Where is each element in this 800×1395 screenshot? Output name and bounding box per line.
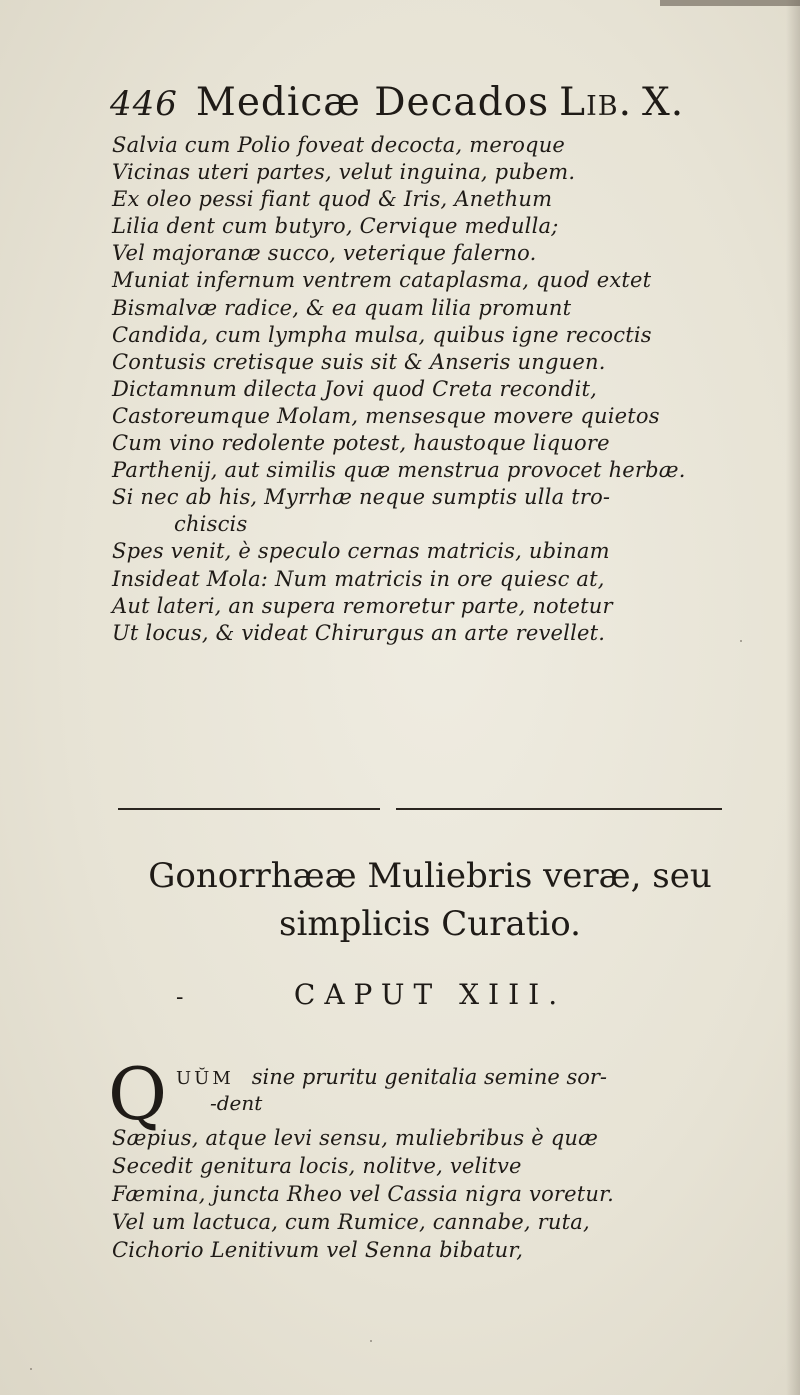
verse-line: Spes venit, è speculo cernas matricis, ubinam — [112, 539, 610, 564]
verse-line: Parthenij, aut similis quæ menstrua provocet herbæ. — [112, 458, 686, 483]
verse-line: Dictamnum dilecta Jovi quod Creta recondit, — [112, 376, 598, 401]
running-header — [110, 80, 685, 130]
verse-line: Vicinas uteri partes, velut inguina, pubem. — [112, 160, 576, 185]
body-line: Sæpius, atque levi sensu, muliebribus è quæ — [112, 1126, 599, 1150]
verse-line: Contusis cretisque suis sit & Anseris unguen. — [112, 349, 606, 374]
first-body-line — [176, 1062, 607, 1092]
body-line: Vel um lactuca, cum Rumice, cannabe, ruta, — [112, 1210, 590, 1234]
verse-line: Aut lateri, an supera remoretur parte, notetur — [112, 593, 613, 618]
verse-line: Castoreumque Molam, mensesque movere quietos — [112, 403, 660, 428]
verse-line: Ex oleo pessi fiant quod & Iris, Anethum — [112, 187, 553, 212]
chapter-title-line-1: Gonorrhææ Muliebris veræ, seu — [148, 856, 712, 896]
verse-line-continuation: chiscis — [174, 512, 248, 537]
first-line-text: sine pruritu genitalia semine sor- — [251, 1065, 608, 1089]
verse-line: Lilia dent cum butyro, Cervique medulla; — [112, 214, 559, 239]
paper-speck — [740, 640, 742, 642]
verse-line: Salvia cum Polio foveat decocta, meroque — [112, 133, 566, 157]
body-verse-block — [112, 1124, 762, 1264]
header-title: Medicæ Decados — [195, 80, 550, 125]
section-rule-left — [118, 808, 380, 810]
caput-dash: - — [176, 985, 184, 1010]
section-rule-right — [396, 808, 722, 810]
page-top-edge — [660, 0, 800, 6]
verse-line: Ut locus, & videat Chirurgus an arte revellet. — [112, 620, 606, 645]
body-line: Secedit genitura locis, nolitve, velitve — [112, 1154, 522, 1178]
drop-cap: Q — [108, 1052, 168, 1136]
caput-heading: CAPUT XIII. — [293, 978, 567, 1011]
header-book: X. — [641, 80, 685, 125]
first-word-smallcaps: UŬM — [176, 1068, 234, 1089]
paper-speck — [30, 1368, 32, 1370]
verse-line: Bismalvæ radice, & ea quam lilia promunt — [112, 295, 572, 320]
page-spine-shadow — [786, 0, 800, 1395]
page-number: 446 — [110, 84, 178, 124]
verse-line: Candida, cum lympha mulsa, quibus igne recoctis — [112, 322, 652, 347]
verse-line: Muniat infernum ventrem cataplasma, quod extet — [112, 268, 652, 293]
chapter-title-line-2: simplicis Curatio. — [279, 904, 581, 944]
chapter-title — [100, 852, 760, 948]
verse-line: Cum vino redolente potest, haustoque liquore — [112, 431, 610, 456]
verse-line: Si nec ab his, Myrrhæ neque sumptis ulla tro- — [112, 485, 611, 510]
verse-line: Insideat Mola: Num matricis in ore quiesc at, — [112, 566, 605, 591]
verse-block — [112, 132, 762, 647]
body-line: Fæmina, juncta Rheo vel Cassia nigra voretur. — [112, 1182, 614, 1206]
verse-line: Vel majoranæ succo, veterique falerno. — [112, 241, 537, 266]
body-line: Cichorio Lenitivum vel Senna bibatur, — [112, 1238, 524, 1262]
header-lib: Lib. — [559, 80, 632, 125]
hyphen-continuation: -dent — [210, 1091, 263, 1115]
paper-speck — [370, 1340, 372, 1342]
